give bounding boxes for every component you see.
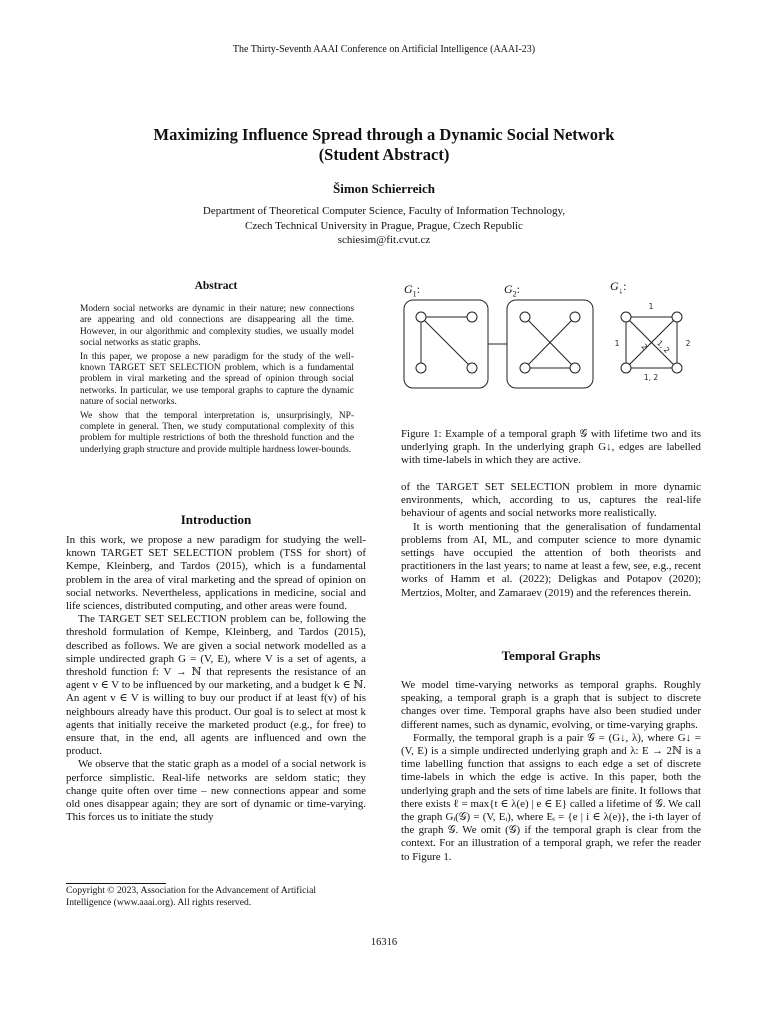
author-email: schiesim@fit.cvut.cz	[337, 234, 431, 246]
right-paragraph: It is worth mentioning that the generalisation of fundamental problems from AI, ML, and computer science to more dynamic settings have occupied the attention of both theorists and practitioners in the last years; to name at least a few, see, e.g., recent works of Hamm et al. (2022); Deligkas and Potapov (2020); Mertzios, Molter, and Zamaraev (2019) and the references therein.	[401, 520, 701, 599]
paper-title	[84, 125, 684, 165]
affiliation	[84, 204, 684, 248]
tg-paragraph: Formally, the temporal graph is a pair 𝒢 = (G↓, λ), where G↓ = (V, E) is a simple undirected underlying graph and λ: E → 2ℕ is a time labelling function that assigns to each edge a set of discrete time-labels in which the edge is active. In this paper, both the underlying graph and the sets of time labels are finite. It follows that there exists ℓ = max{t ∈ λ(e) | e ∈ E} called a lifetime of 𝒢. We call the graph Gᵢ(𝒢) = (V, Eᵢ), where Eᵢ = {e | i ∈ λ(e)}, the i-th layer of the graph 𝒢. We omit (𝒢) if the temporal graph is clear from the context. For an illustration of a temporal graph, we refer the reader to Figure 1.	[401, 731, 701, 863]
abstract-paragraph: Modern social networks are dynamic in their nature; new connections are appearing and old connections are disappearing all the time. However, in our algorithmic and complexity studies, we usually model social networks as static graphs.	[80, 304, 354, 349]
g2-node	[520, 312, 530, 322]
intro-paragraph: In this work, we propose a new paradigm for studying the well-known TARGET SET SELECTION problem (TSS for short) of Kempe, Kleinberg, and Tardos (2015), which is a fundamental problem in the area of viral marketing and the spread of opinion on social networks. Nevertheless, applications in medicine, social and life sciences, distributed computing, and other areas were found.	[66, 534, 366, 613]
figure-caption: Figure 1: Example of a temporal graph 𝒢 with lifetime two and its underlying graph. In the underlying graph G↓, edges are labelled with time-labels in which they are active.	[401, 428, 701, 467]
footnote-rule	[66, 883, 166, 884]
gd-node	[621, 312, 631, 322]
edge-label-bottom: 1, 2	[643, 373, 659, 382]
right-column-body	[401, 481, 701, 600]
right-paragraph: of the TARGET SET SELECTION problem in more dynamic environments, which, according to us, captures the real-life behaviour of agents and social networks more realistically.	[401, 481, 701, 520]
g2-node	[570, 363, 580, 373]
affiliation-line-2: Czech Technical University in Prague, Prague, Czech Republic	[245, 219, 523, 232]
footnote-line-1: Copyright © 2023, Association for the Advancement of Artificial	[66, 885, 317, 896]
g1-node	[416, 363, 426, 373]
page-number: 16316	[370, 937, 398, 948]
footnote-line-2: Intelligence (www.aaai.org). All rights reserved.	[66, 897, 252, 908]
figure-label-g-down: $G_↓$:	[610, 279, 627, 296]
edge-label-left: 1	[614, 339, 620, 348]
g1-edge	[421, 317, 472, 368]
g2-node	[520, 363, 530, 373]
g1-node	[467, 363, 477, 373]
author-name: Šimon Schierreich	[333, 181, 435, 196]
gd-node	[672, 312, 682, 322]
edge-label-diag: 1, 2	[655, 338, 672, 355]
edge-label-diag: 2	[639, 341, 650, 352]
g1-node	[467, 312, 477, 322]
abstract-body	[80, 304, 354, 458]
figure-label-g2: $G_2$:	[504, 282, 521, 299]
introduction-heading: Introduction	[180, 512, 252, 527]
abstract-paragraph: We show that the temporal interpretation is, unsurprisingly, NP-complete in general. Then, we study computational complexity of this problem for multiple restrictions of both the threshold function and the underlying graph structure and provide multiple hardness lower-bounds.	[80, 410, 354, 455]
edge-label-top: 1	[648, 302, 654, 311]
tg-paragraph: We model time-varying networks as temporal graphs. Roughly speaking, a temporal graph is a graph that is subject to discrete changes over time. Temporal graphs have also been studied under different names, such as dynamic, evolving, or time-varying graphs.	[401, 679, 701, 731]
intro-paragraph: The TARGET SET SELECTION problem can be, following the threshold formulation of Kempe, Kleinberg, and Tardos (2015), described as follows. We are given a social network modelled as a simple undirected graph G = (V, E), where V is a set of agents, a threshold function f: V → ℕ that represents the resistance of an agent v ∈ V to be influenced by our marketing, and a budget k ∈ ℕ. An agent v ∈ V is willing to buy our product if at least f(v) of his neighbours already have this product. Our goal is to select at most k agents that initially receive the marketed product (e.g., for free) to ensure that, in the end, all agents are influenced and own the product.	[66, 613, 366, 758]
gd-node	[672, 363, 682, 373]
temporal-graphs-heading: Temporal Graphs	[501, 648, 601, 663]
intro-paragraph: We observe that the static graph as a model of a social network is perforce simplistic. Real-life networks are seldom static; they change quite often over time – new connections appear and some old ones disappear again; they are sort of dynamic or time-varying. This forces us to initiate the study	[66, 758, 366, 824]
temporal-graphs-body	[401, 679, 701, 864]
title-line-2: (Student Abstract)	[318, 145, 450, 164]
figure-label-g1: $G_1$:	[404, 282, 421, 299]
conference-header: The Thirty-Seventh AAAI Conference on Artificial Intelligence (AAAI-23)	[232, 44, 536, 55]
temporal-graph-figure	[401, 298, 701, 394]
g1-node	[416, 312, 426, 322]
title-line-1: Maximizing Influence Spread through a Dynamic Social Network	[153, 125, 615, 144]
copyright-footnote	[66, 885, 366, 909]
abstract-heading: Abstract	[194, 280, 238, 292]
affiliation-line-1: Department of Theoretical Computer Science, Faculty of Information Technology,	[202, 205, 566, 217]
g2-frame	[507, 300, 593, 388]
edge-label-right: 2	[685, 339, 691, 348]
introduction-body	[66, 534, 366, 824]
abstract-paragraph: In this paper, we propose a new paradigm for the study of the well-known TARGET SET SELECTION problem, which is a fundamental problem in viral marketing and the spread of opinion through social networks. In particular, we use temporal graphs to capture the dynamic nature of social networks.	[80, 351, 354, 408]
g2-node	[570, 312, 580, 322]
gd-node	[621, 363, 631, 373]
